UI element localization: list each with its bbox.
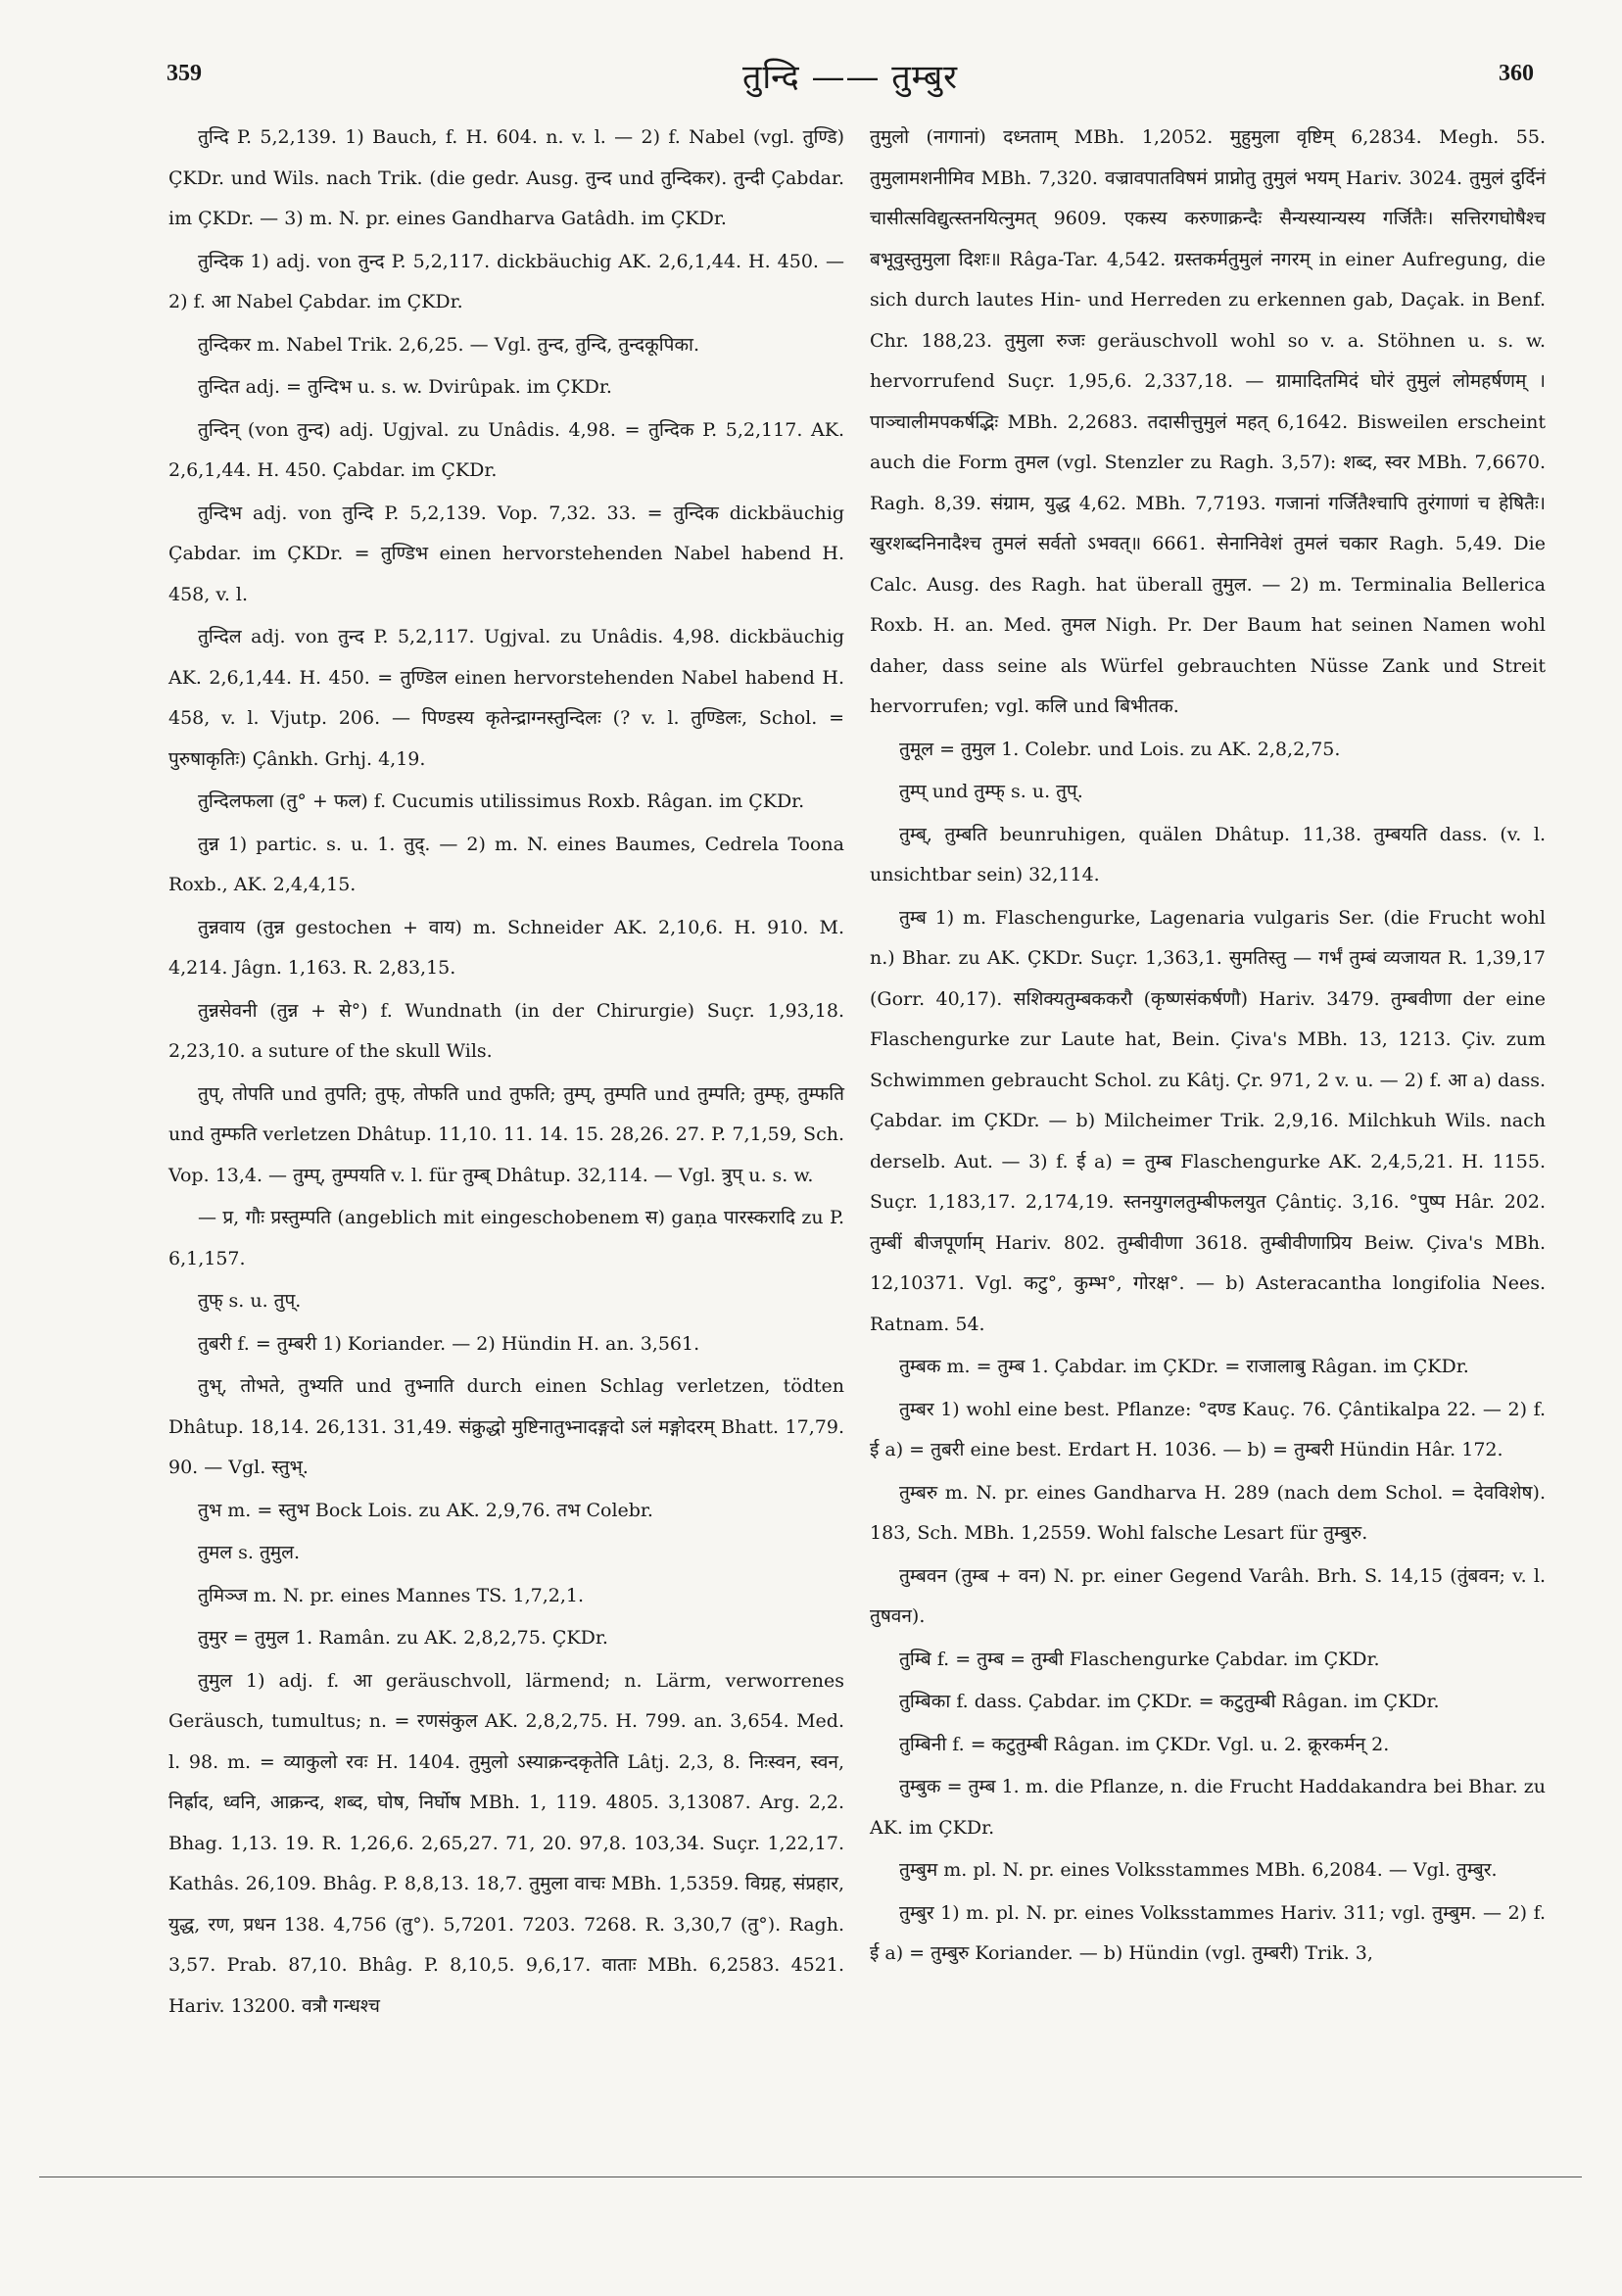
- dictionary-entry: तुबरी f. = तुम्बरी 1) Koriander. — 2) Hündin H. an. 3,561.: [198, 1332, 700, 1355]
- dictionary-entry: तुन्दिलफला (तु° + फल) f. Cucumis utilissimus Roxb. Râgan. im ÇKDr.: [198, 790, 805, 812]
- dictionary-entry: तुन्दिल adj. von तुन्द P. 5,2,117. Ugjval. zu Unâdis. 4,98. dickbäuchig AK. 2,6,1,44. H. 450. = तुण्डिल einen hervorstehenden Nabel habend H. 458, v. l. Vjutp. 206. — पिण्डस्य कृतेन्द्राग्नस्तुन्दिलः (? v. l. तुण्डिलः, Schol. = पुरुषाकृतिः) Çânkh. Grhj. 4,19.: [168, 626, 844, 770]
- page-header: [157, 58, 1544, 120]
- dictionary-entry: तुम्ब 1) m. Flaschengurke, Lagenaria vulgaris Ser. (die Frucht wohl n.) Bhar. zu AK. ÇKDr. Suçr. 1,363,1. सुमतिस्तु — गर्भं तुम्बं व्यजायत R. 1,39,17 (Gorr. 40,17). सशिक्यतुम्बककरौ (कृष्णसंकर्षणौ) Hariv. 3479. तुम्बवीणा der eine Flaschengurke zur Laute hat, Bein. Çiva's MBh. 13, 1213. Çiv. zum Schwimmen gebraucht Schol. zu Kâtj. Çr. 971, 2 v. u. — 2) f. आ a) dass. Çabdar. im ÇKDr. — b) Milcheimer Trik. 2,9,16. Milchkuh Wils. nach derselb. Aut. — 3) f. ई a) = तुम्ब Flaschengurke AK. 2,4,5,21. H. 1155. Suçr. 1,183,17. 2,174,19. स्तनयुगलतुम्बीफलयुत Çântiç. 3,16. °पुष्प Hâr. 202. तुम्बीं बीजपूर्णाम् Hariv. 802. तुम्बीवीणा 3618. तुम्बीवीणाप्रिय Beiw. Çiva's MBh. 12,10371. Vgl. कटु°, कुम्भ°, गोरक्ष°. — b) Asteracantha longifolia Nees. Ratnam. 54.: [870, 906, 1546, 1335]
- dictionary-entry: तुन्दिन् (von तुन्द) adj. Ugjval. zu Unâdis. 4,98. = तुन्दिक P. 5,2,117. AK. 2,6,1,44. H. 450. Çabdar. im ÇKDr.: [168, 418, 844, 481]
- dictionary-entry: तुम्ब्, तुम्बति beunruhigen, quälen Dhâtup. 11,38. तुम्बयति dass. (v. l. unsichtbar sein) 32,114.: [870, 823, 1546, 885]
- dictionary-entry: तुम्बुर 1) m. pl. N. pr. eines Volksstammes Hariv. 311; vgl. तुम्बुम. — 2) f. ई a) = तुम्बुरु Koriander. — b) Hündin (vgl. तुम्बरी) Trik. 3,: [870, 1901, 1546, 1964]
- dictionary-entry: तुन्दिभ adj. von तुन्दि P. 5,2,139. Vop. 7,32. 33. = तुन्दिक dickbäuchig Çabdar. im ÇKDr. = तुण्डिभ einen hervorstehenden Nabel habend H. 458, v. l.: [168, 502, 844, 605]
- dictionary-entry: तुम्बर 1) wohl eine best. Pflanze: °दण्ड Kauç. 76. Çântikalpa 22. — 2) f. ई a) = तुबरी eine best. Erdart H. 1036. — b) = तुम्बरी Hündin Hâr. 172.: [870, 1398, 1546, 1460]
- dictionary-entry: तुप्, तोपति und तुपति; तुफ्, तोफति und तुफति; तुम्प्, तुम्पति und तुम्पति; तुम्फ्, तुम्फति und तुम्फति verletzen Dhâtup. 11,10. 11. 14. 15. 28,26. 27. P. 7,1,59, Sch. Vop. 13,4. — तुम्प्, तुम्पयति v. l. für तुम्ब् Dhâtup. 32,114. — Vgl. त्रुप् u. s. w.: [168, 1082, 844, 1186]
- page-number-left: 359: [167, 61, 202, 86]
- dictionary-entry: तुम्बरु m. N. pr. eines Gandharva H. 289 (nach dem Schol. = देवविशेष). 183, Sch. MBh. 1,2559. Wohl falsche Lesart für तुम्बुरु.: [870, 1481, 1546, 1544]
- dictionary-entry: तुमुर = तुमुल 1. Ramân. zu AK. 2,8,2,75. ÇKDr.: [198, 1627, 608, 1649]
- dictionary-entry: तुमुलो (नागानां) दध्नताम् MBh. 1,2052. मुहुमुला वृष्टिम् 6,2834. Megh. 55. तुमुलामशनीमिव MBh. 7,320. वज्रावपातविषमं प्राप्नोतु तुमुलं भयम् Hariv. 3024. तुमुलं दुर्दिनं चासीत्सविद्युत्स्तनयित्नुमत् 9609. एकस्य करुणाक्रन्दैः सैन्यस्यान्यस्य गर्जितैः। सत्तिरगघोषैश्च बभूवुस्तुमुला दिशः॥ Râga-Tar. 4,542. ग्रस्तकर्मतुमुलं नगरम् in einer Aufregung, die sich durch lautes Hin- und Herreden zu erkennen gab, Daçak. in Benf. Chr. 188,23. तुमुला रुजः geräuschvoll wohl so v. a. Stöhnen u. s. w. hervorrufend Suçr. 1,95,6. 2,337,18. — ग्रामादितमिदं घोरं तुमुलं लोमहर्षणम् । पाञ्चालीमपकर्षद्भिः MBh. 2,2683. तदासीत्तुमुलं महत् 6,1642. Bisweilen erscheint auch die Form तुमल (vgl. Stenzler zu Ragh. 3,57): शब्द, स्वर MBh. 7,6670. Ragh. 8,39. संग्राम, युद्ध 4,62. MBh. 7,7193. गजानां गर्जितैश्चापि तुरंगाणां च हेषितैः। खुरशब्दनिनादैश्च तुमलं सर्वतो ऽभवत्॥ 6661. सेनानिवेशं तुमलं चकार Ragh. 5,49. Die Calc. Ausg. des Ragh. hat überall तुमुल. — 2) m. Terminalia Bellerica Roxb. H. an. Med. तुमल Nigh. Pr. Der Baum hat seinen Namen wohl daher, dass seine als Würfel gebrauchten Nüsse Zank und Streit hervorrufen; vgl. कलि und बिभीतक.: [870, 126, 1546, 717]
- dictionary-entry: तुमुल 1) adj. f. आ geräuschvoll, lärmend; n. Lärm, verworrenes Geräusch, tumultus; n. = रणसंकुल AK. 2,8,2,75. H. 799. an. 3,654. Med. l. 98. m. = व्याकुलो रवः H. 1404. तुमुलो ऽस्याक्रन्दकृतेति Lâtj. 2,3, 8. निःस्वन, स्वन, निर्ह्राद, ध्वनि, आक्रन्द, शब्द, घोष, निर्घोष MBh. 1, 119. 4805. 3,13087. Arg. 2,2. Bhag. 1,13. 19. R. 1,26,6. 2,65,27. 71, 20. 97,8. 103,34. Suçr. 1,22,17. Kathâs. 26,109. Bhâg. P. 8,8,13. 18,7. तुमुला वाचः MBh. 1,5359. विग्रह, संप्रहार, युद्ध, रण, प्रधन 138. 4,756 (तु°). 5,7201. 7203. 7268. R. 3,30,7 (तु°). Ragh. 3,57. Prab. 87,10. Bhâg. P. 8,10,5. 9,6,17. वाताः MBh. 6,2583. 4521. Hariv. 13200. वत्रौ गन्धश्च: [168, 1669, 844, 2017]
- dictionary-entry: तुन्न 1) partic. s. u. 1. तुद्. — 2) m. N. eines Baumes, Cedrela Toona Roxb., AK. 2,4,4,15.: [168, 833, 844, 895]
- right-column: [870, 118, 1546, 1977]
- dictionary-entry: तुफ् s. u. तुप्.: [198, 1290, 302, 1312]
- dictionary-entry: तुम्बवन (तुम्ब + वन) N. pr. einer Gegend Varâh. Brh. S. 14,15 (तुंबवन; v. l. तुषवन).: [870, 1564, 1546, 1627]
- page-number-right: 360: [1499, 61, 1534, 86]
- dictionary-entry: तुम्प् und तुम्फ् s. u. तुप्.: [899, 781, 1083, 802]
- dictionary-entry: तुन्दिक 1) adj. von तुन्द P. 5,2,117. dickbäuchig AK. 2,6,1,44. H. 450. — 2) f. आ Nabel Çabdar. im ÇKDr.: [168, 250, 844, 312]
- dictionary-entry: तुम्बक m. = तुम्ब 1. Çabdar. im ÇKDr. = राजालाबु Râgan. im ÇKDr.: [899, 1356, 1469, 1377]
- dictionary-entry: तुन्दि P. 5,2,139. 1) Bauch, f. H. 604. n. v. l. — 2) f. Nabel (vgl. तुण्डि) ÇKDr. und Wils. nach Trik. (die gedr. Ausg. तुन्द und तुन्दिकर). तुन्दी Çabdar. im ÇKDr. — 3) m. N. pr. eines Gandharva Gatâdh. im ÇKDr.: [168, 126, 844, 229]
- footer-rule: [39, 2176, 1582, 2177]
- dictionary-entry: तुन्दित adj. = तुन्दिभ u. s. w. Dvirûpak. im ÇKDr.: [198, 376, 612, 398]
- dictionary-entry: तुम्बि f. = तुम्ब = तुम्बी Flaschengurke Çabdar. im ÇKDr.: [899, 1648, 1380, 1670]
- dictionary-entry: तुन्नसेवनी (तुन्न + से°) f. Wundnath (in der Chirurgie) Suçr. 1,93,18. 2,23,10. a suture of the skull Wils.: [168, 999, 844, 1062]
- dictionary-entry: तुम्बुक = तुम्ब 1. m. die Pflanze, n. die Frucht Haddakandra bei Bhar. zu AK. im ÇKDr.: [870, 1776, 1546, 1839]
- dictionary-entry: — प्र, गौः प्रस्तुम्पति (angeblich mit eingeschobenem स) gaṇa पारस्करादि zu P. 6,1,157.: [168, 1207, 844, 1269]
- dictionary-entry: तुम्बुम m. pl. N. pr. eines Volksstammes MBh. 6,2084. — Vgl. तुम्बुर.: [899, 1859, 1498, 1881]
- dictionary-entry: तुमूल = तुमुल 1. Colebr. und Lois. zu AK. 2,8,2,75.: [899, 738, 1341, 760]
- dictionary-entry: तुमल s. तुमुल.: [198, 1542, 301, 1563]
- dictionary-entry: तुम्बिनी f. = कटुतुम्बी Râgan. im ÇKDr. Vgl. u. 2. क्रूरकर्मन् 2.: [899, 1733, 1390, 1755]
- dictionary-entry: तुभ्, तोभते, तुभ्यति und तुभ्नाति durch einen Schlag verletzen, tödten Dhâtup. 18,14. 26,131. 31,49. संक्रुद्धो मुष्टिनातुभ्नादङ्गदो ऽलं मङ्गोदरम् Bhatt. 17,79. 90. — Vgl. स्तुभ्.: [168, 1375, 844, 1478]
- dictionary-entry: तुन्दिकर m. Nabel Trik. 2,6,25. — Vgl. तुन्द, तुन्दि, तुन्दकूपिका.: [198, 333, 700, 356]
- dictionary-entry: तुभ m. = स्तुभ Bock Lois. zu AK. 2,9,76. तभ Colebr.: [198, 1499, 653, 1521]
- dictionary-entry: तुम्बिका f. dass. Çabdar. im ÇKDr. = कटुतुम्बी Râgan. im ÇKDr.: [899, 1691, 1440, 1712]
- left-column: [168, 118, 844, 2029]
- dictionary-entry: तुन्नवाय (तुन्न gestochen + वाय) m. Schneider AK. 2,10,6. H. 910. M. 4,214. Jâgn. 1,163. R. 2,83,15.: [168, 916, 844, 979]
- running-title: तुन्दि —— तुम्बुर: [741, 58, 959, 97]
- dictionary-entry: तुमिञ्ज m. N. pr. eines Mannes TS. 1,7,2,1.: [198, 1584, 585, 1606]
